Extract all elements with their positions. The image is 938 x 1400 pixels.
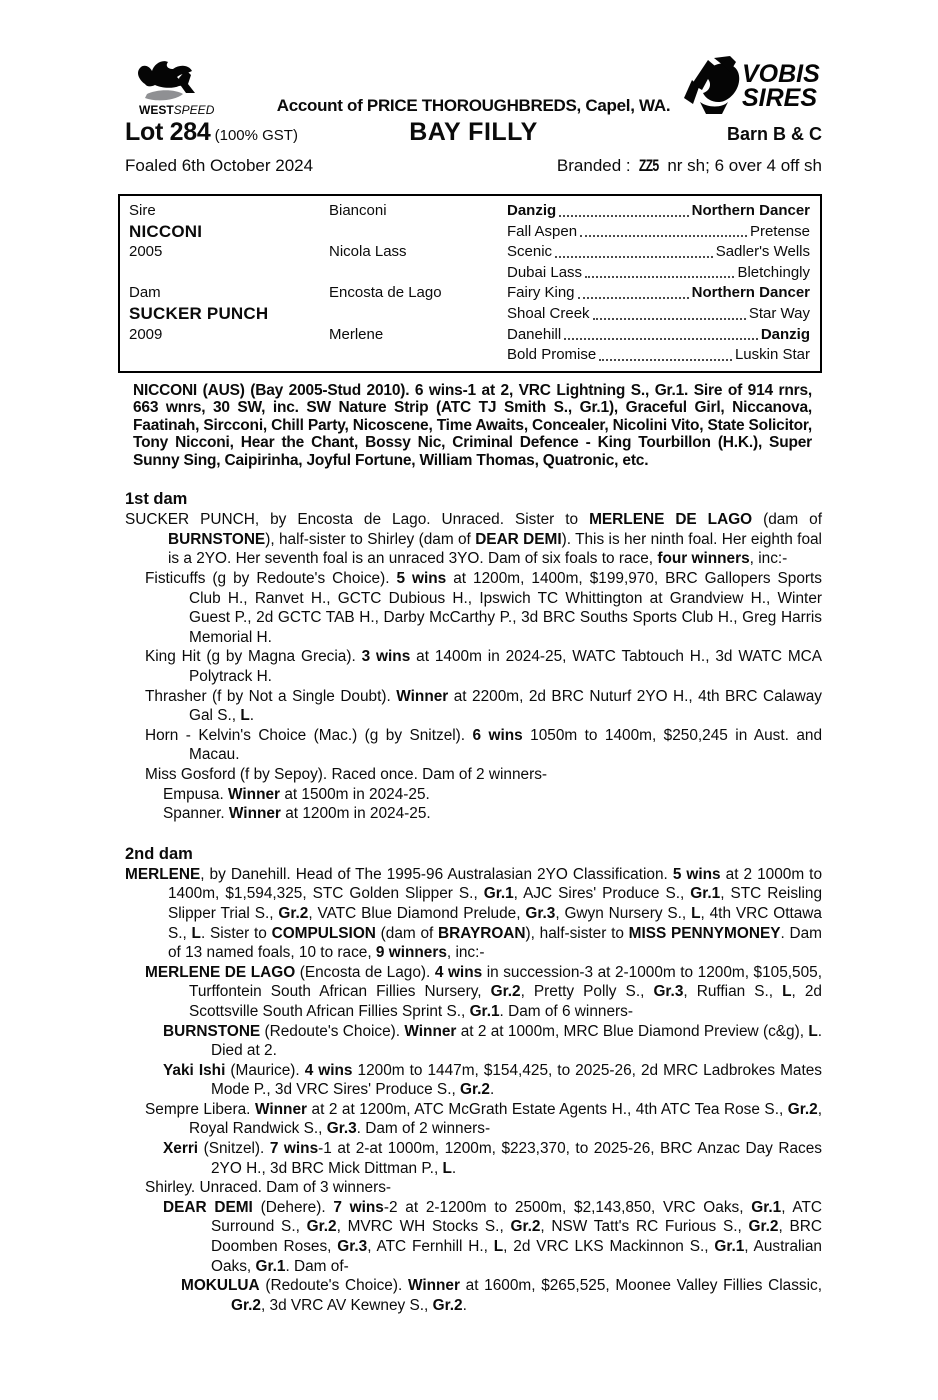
section-heading-1st-dam: 1st dam	[125, 490, 188, 509]
first-dam-entries	[125, 510, 822, 824]
pedigree-row	[507, 263, 810, 284]
ancestor-name: Dubai Lass	[507, 263, 583, 281]
progeny-entry: Spanner. Winner at 1200m in 2024-25.	[163, 805, 431, 823]
page-header	[125, 56, 822, 188]
pedigree-cell: NICCONI	[129, 221, 203, 241]
dotted-leader	[585, 276, 734, 278]
ancestor-name: Fairy King	[507, 284, 575, 302]
ancestor-name: Luskin Star	[734, 346, 810, 364]
ancestor-name: Scenic	[507, 243, 553, 261]
svg-text:SIRES: SIRES	[742, 84, 818, 112]
pedigree-row	[507, 222, 810, 243]
pedigree-row	[507, 201, 810, 222]
pedigree-cell	[129, 345, 329, 366]
barn-label: Barn B & C	[726, 124, 822, 144]
pedigree-cell	[129, 263, 329, 284]
pedigree-cell: Dam	[129, 284, 161, 302]
account-line: Account of PRICE THOROUGHBREDS, Capel, WA.	[276, 96, 671, 115]
gst-note: (100% GST)	[210, 127, 298, 144]
ancestor-name: Sadler's Wells	[715, 243, 810, 261]
pedigree-row	[507, 242, 810, 263]
svg-text:WESTSPEED: WESTSPEED	[139, 103, 215, 117]
ancestor-name: Bold Promise	[507, 346, 597, 364]
progeny-entry: Empusa. Winner at 1500m in 2024-25.	[163, 785, 430, 803]
pedigree-cell: Sire	[129, 202, 156, 219]
lot-number: Lot 284 (100% GST)	[125, 118, 298, 146]
pedigree-row	[507, 304, 810, 325]
dotted-leader	[559, 215, 688, 217]
ancestor-name: Bletchingly	[737, 263, 810, 281]
progeny-entry: MERLENE DE LAGO (Encosta de Lago). 4 wins in succession-3 at 2-1000m to 1200m, $105,505, Turffontein South African Fillies Nursery, Gr.2, Pretty Polly S., Gr.3, Ruffian S., L, 2d Scottsville South African Fillies Sprint S., Gr.1. Dam of 6 winners-	[145, 963, 822, 1020]
progeny-entry: MOKULUA (Redoute's Choice). Winner at 1600m, $265,525, Moonee Valley Fillies Classic, Gr.2, 3d VRC AV Kewney S., Gr.2.	[181, 1277, 822, 1314]
progeny-entry: Miss Gosford (f by Sepoy). Raced once. Dam of 2 winners-	[145, 765, 548, 783]
ancestor-name: Northern Dancer	[691, 284, 810, 302]
pedigree-cell	[329, 222, 507, 243]
brand-description: Branded : ZZ5 nr sh; 6 over 4 off sh	[556, 156, 822, 175]
progeny-entry: Horn - Kelvin's Choice (Mac.) (g by Snitzel). 6 wins 1050m to 1400m, $250,245 in Aust. and Macau.	[145, 726, 823, 764]
progeny-entry: MERLENE, by Danehill. Head of The 1995-96 Australasian 2YO Classification. 5 wins at 2 1000m to 1400m, $1,594,325, STC Golden Slipper S., Gr.1, AJC Sires' Produce S., Gr.1, STC Reisling Slipper Trial S., Gr.2, VATC Blue Diamond Prelude, Gr.3, Gwyn Nursery S., L, 4th VRC Ottawa S., L. Sister to COMPULSION (dam of BRAYROAN), half-sister to MISS PENNYMONEY. Dam of 13 named foals, 10 to race, 9 winners, inc:-	[125, 865, 823, 962]
progeny-entry: Shirley. Unraced. Dam of 3 winners-	[145, 1179, 392, 1197]
progeny-entry: Fisticuffs (g by Redoute's Choice). 5 wins at 1200m, 1400m, $199,970, BRC Gallopers Sports Club H., Ranvet H., GCTC Dubious H., Ipswich TC Whittington at Grandview H., Winter Guest P., 2d GCTC TAB H., Darby McCarthy P., 3d BRC Souths Sports Club H., Greg Harris Memorial H.	[145, 570, 822, 646]
dotted-leader	[555, 256, 713, 258]
pedigree-col-grandparents	[329, 201, 507, 366]
pedigree-col-ancestors	[507, 201, 810, 366]
brand-mark: ZZ5	[639, 156, 659, 175]
sire-blurb: NICCONI (AUS) (Bay 2005-Stud 2010). 6 wins-1 at 2, VRC Lightning S., Gr.1. Sire of 914 rnrs, 663 wnrs, 30 SW, inc. SW Nature Strip (ATC TJ Smith S., Gr.1), Graceful Girl, Niccanova, Faatinah, Sircconi, Chill Party, Nicoscene, Time Awaits, Concealer, Nicolini Vito, State Solicitor, Tony Nicconi, Hear the Chant, Bossy Nic, Criminal Defence - King Tourbillon (H.K.), Super Sunny Sing, Caipirinha, Joyful Fortune, William Thomas, Quatronic, etc.	[133, 381, 812, 469]
progeny-entry: Yaki Ishi (Maurice). 4 wins 1200m to 1447m, $154,425, to 2025-26, 2d MRC Ladbrokes Mates Mode P., 3d VRC Sires' Produce S., Gr.2.	[163, 1061, 822, 1099]
pedigree-row	[507, 283, 810, 304]
ancestor-name: Northern Dancer	[691, 202, 810, 219]
ancestor-name: Danehill	[507, 325, 562, 343]
progeny-entry: DEAR DEMI (Dehere). 7 wins-2 at 2-1200m to 2500m, $2,143,850, VRC Oaks, Gr.1, ATC Surround S., Gr.2, MVRC WH Stocks S., Gr.2, NSW Tatt's RC Furious S., Gr.2, BRC Doomben Roses, Gr.3, ATC Fernhill H., L, 2d VRC LKS Mackinnon S., Gr.1, Australian Oaks, Gr.1. Dam of-	[163, 1198, 823, 1275]
dotted-leader	[578, 297, 689, 299]
progeny-entry: Xerri (Snitzel). 7 wins-1 at 2-at 1000m, 1200m, $223,370, to 2025-26, BRC Anzac Day Races 2YO H., 3d BRC Mick Dittman P., L.	[163, 1140, 823, 1177]
progeny-entry: King Hit (g by Magna Grecia). 3 wins at 1400m in 2024-25, WATC Tabtouch H., 3d WATC MCA Polytrack H.	[145, 648, 823, 685]
pedigree-row	[507, 345, 810, 366]
pedigree-cell: Nicola Lass	[329, 243, 407, 261]
ancestor-name: Danzig	[760, 325, 810, 343]
ancestor-name: Shoal Creek	[507, 304, 590, 322]
pedigree-cell	[329, 345, 507, 366]
pedigree-cell: Merlene	[329, 325, 384, 343]
dotted-leader	[564, 338, 758, 340]
svg-text:VOBIS: VOBIS	[742, 60, 820, 88]
ancestor-name: Star Way	[748, 304, 810, 322]
pedigree-row	[507, 325, 810, 346]
pedigree-cell	[329, 304, 507, 325]
page-title: BAY FILLY	[409, 118, 538, 146]
foaled-date: Foaled 6th October 2024	[125, 156, 314, 175]
second-dam-entries	[125, 865, 822, 1316]
ancestor-name: Danzig	[507, 202, 557, 219]
ancestor-name: Pretense	[749, 222, 810, 240]
pedigree-cell: Encosta de Lago	[329, 284, 442, 302]
pedigree-cell: Bianconi	[329, 202, 387, 219]
progeny-entry: SUCKER PUNCH, by Encosta de Lago. Unraced. Sister to MERLENE DE LAGO (dam of BURNSTONE), half-sister to Shirley (dam of DEAR DEMI). This is her ninth foal. Her eighth foal is a 2YO. Her seventh foal is an unraced 3YO. Dam of six foals to race, four winners, inc:-	[125, 511, 823, 568]
section-heading-2nd-dam: 2nd dam	[125, 844, 193, 863]
ancestor-name: Fall Aspen	[507, 222, 578, 240]
progeny-entry: BURNSTONE (Redoute's Choice). Winner at 2 at 1000m, MRC Blue Diamond Preview (c&g), L. Died at 2.	[163, 1022, 822, 1060]
pedigree-cell: 2005	[129, 243, 163, 261]
dotted-leader	[580, 235, 747, 237]
dotted-leader	[593, 318, 746, 320]
dotted-leader	[599, 359, 732, 361]
progeny-entry: Thrasher (f by Not a Single Doubt). Winner at 2200m, 2d BRC Nuturf 2YO H., 4th BRC Calaway Gal S., L.	[145, 687, 822, 725]
pedigree-cell: 2009	[129, 325, 163, 343]
pedigree-cell	[329, 263, 507, 284]
pedigree-table	[118, 194, 822, 373]
pedigree-cell: SUCKER PUNCH	[129, 303, 269, 323]
pedigree-col-parents	[129, 201, 329, 366]
progeny-entry: Sempre Libera. Winner at 2 at 1200m, ATC McGrath Estate Agents H., 4th ATC Tea Rose S., Gr.2, Royal Randwick S., Gr.3. Dam of 2 winners-	[145, 1100, 822, 1138]
